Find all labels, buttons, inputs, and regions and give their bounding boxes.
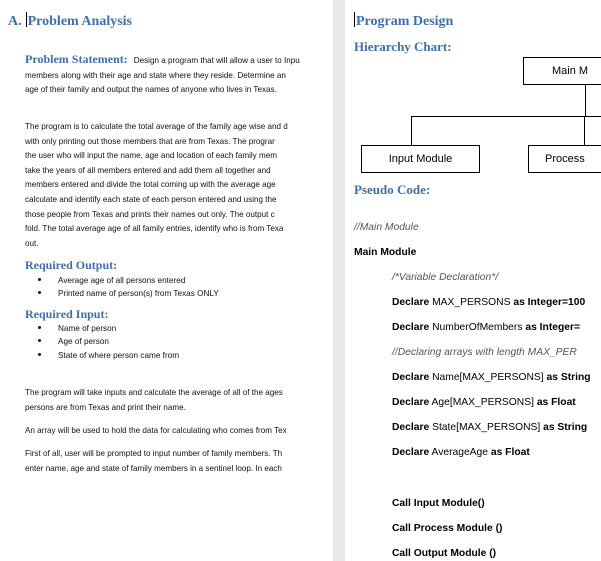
paragraph-line: calculate and identify each state of each person entered and using the — [25, 194, 277, 204]
bullet-icon — [38, 291, 41, 294]
required-input-heading: Required Input: — [25, 307, 109, 321]
list-item-text: Name of person — [58, 324, 117, 333]
paragraph-line: with only printing out those members that are from Texas. The prograr — [25, 136, 275, 146]
paragraph-line: An array will be used to hold the data for calculating who comes from Tex — [25, 426, 287, 435]
program-design-title-text: Program Design — [356, 14, 454, 29]
list-item — [38, 274, 219, 287]
section-prefix: A. — [8, 14, 22, 29]
required-input-list — [38, 322, 179, 362]
bullet-icon — [38, 339, 41, 342]
code-keyword: Declare — [392, 297, 430, 308]
description-paragraph — [25, 120, 330, 251]
code-type: as String — [546, 372, 591, 383]
list-item-text: Age of person — [58, 337, 109, 347]
paragraph-line: out. — [25, 238, 39, 248]
code-type: as Float — [490, 447, 530, 458]
code-type: as Integer=100 — [513, 297, 586, 308]
code-comment: /*Variable Declaration*/ — [392, 272, 499, 283]
code-type: as Integer= — [525, 322, 581, 333]
bullet-icon — [38, 278, 41, 281]
list-item-text: Average age of all persons entered — [58, 276, 186, 285]
page-gutter — [333, 0, 345, 561]
code-call: Call Output Module () — [392, 548, 497, 559]
code-type: as Float — [536, 397, 576, 408]
chart-box-input-module[interactable]: Input Module — [361, 145, 480, 173]
paragraph-line: those people from Texas and prints their names out only. The output c — [25, 209, 275, 219]
paragraph-line: persons are from Texas and print their name. — [25, 402, 186, 412]
statement-line: members along with their age and state where they reside. Determine an — [25, 70, 286, 80]
code-keyword: Declare — [392, 422, 430, 433]
code-identifier: Name[MAX_PERSONS] — [429, 372, 547, 383]
code-keyword: Declare — [392, 372, 430, 383]
list-item — [38, 349, 179, 362]
section-title — [8, 12, 132, 30]
code-line — [392, 372, 591, 383]
code-keyword: Main Module — [354, 247, 417, 258]
bullet-icon — [38, 353, 41, 356]
code-line — [392, 422, 587, 433]
list-item-text: State of where person came from — [58, 350, 180, 360]
statement-line: age of their family and output the names of anyone who lives in Texas. — [25, 85, 277, 94]
code-call-output — [392, 548, 496, 559]
code-call: Call Input Module() — [392, 498, 485, 509]
chart-connector — [585, 84, 586, 116]
paragraph-line: The program will take inputs and calculate the average of all of the ages — [25, 388, 283, 397]
text-cursor — [354, 12, 355, 27]
code-line — [392, 447, 530, 458]
code-keyword: Declare — [392, 397, 430, 408]
statement-line: Design a program that will allow a user to Inpu — [133, 56, 300, 65]
code-keyword: Declare — [392, 322, 430, 333]
code-identifier: State[MAX_PERSONS] — [429, 422, 544, 433]
code-main-module — [354, 247, 416, 258]
chart-box-main-module[interactable]: Main M — [523, 57, 601, 85]
required-output-list — [38, 274, 219, 301]
list-item — [38, 287, 219, 300]
paragraph-line: First of all, user will be prompted to input number of family members. Th — [25, 449, 283, 458]
code-identifier: Age[MAX_PERSONS] — [429, 397, 537, 408]
code-call-process — [392, 523, 502, 534]
calculation-paragraph — [25, 386, 330, 415]
list-item-text: Printed name of person(s) from Texas ONLY — [58, 289, 219, 299]
code-identifier: AverageAge — [429, 447, 491, 458]
list-item — [38, 322, 179, 335]
chart-connector — [411, 116, 412, 145]
bullet-icon — [38, 326, 41, 329]
hierarchy-chart-heading: Hierarchy Chart: — [354, 39, 452, 54]
list-item — [38, 335, 179, 348]
array-paragraph — [25, 424, 330, 439]
right-document-page[interactable] — [345, 0, 601, 561]
paragraph-line: fold. The total average age of all family entries, identify who is from Texa — [25, 224, 284, 234]
code-call-input — [392, 498, 485, 509]
problem-statement — [25, 52, 330, 98]
code-line — [392, 322, 580, 333]
paragraph-line: members entered and divide the total coming up with the average age — [25, 180, 276, 190]
code-identifier: NumberOfMembers — [429, 322, 526, 333]
code-comment: //Declaring arrays with length MAX_PER — [392, 347, 577, 358]
code-line — [392, 397, 576, 408]
chart-connector — [584, 116, 585, 145]
chart-connector — [411, 116, 601, 117]
page-bottom-mask — [0, 474, 333, 561]
code-identifier: MAX_PERSONS — [429, 297, 514, 308]
paragraph-line: enter name, age and state of family members in a sentinel loop. In each — [25, 463, 282, 473]
code-keyword: Declare — [392, 447, 430, 458]
code-comment: //Main Module — [354, 222, 419, 233]
paragraph-line: The program is to calculate the total average of the family age wise and d — [25, 122, 288, 131]
problem-statement-heading: Problem Statement: — [25, 52, 128, 66]
pseudo-code-heading: Pseudo Code: — [354, 182, 431, 197]
code-call: Call Process Module () — [392, 523, 503, 534]
text-cursor — [26, 12, 27, 27]
section-title-text: Problem Analysis — [27, 14, 132, 29]
chart-box-process-module[interactable]: Process — [528, 145, 601, 173]
required-output-heading: Required Output: — [25, 258, 118, 272]
prompt-paragraph — [25, 447, 330, 476]
code-type: as String — [543, 422, 588, 433]
code-line — [392, 297, 585, 308]
paragraph-line: the user who will input the name, age and location of each family mem — [25, 151, 277, 161]
paragraph-line: take the years of all members entered and add them all together and — [25, 165, 271, 175]
program-design-title — [354, 12, 453, 30]
